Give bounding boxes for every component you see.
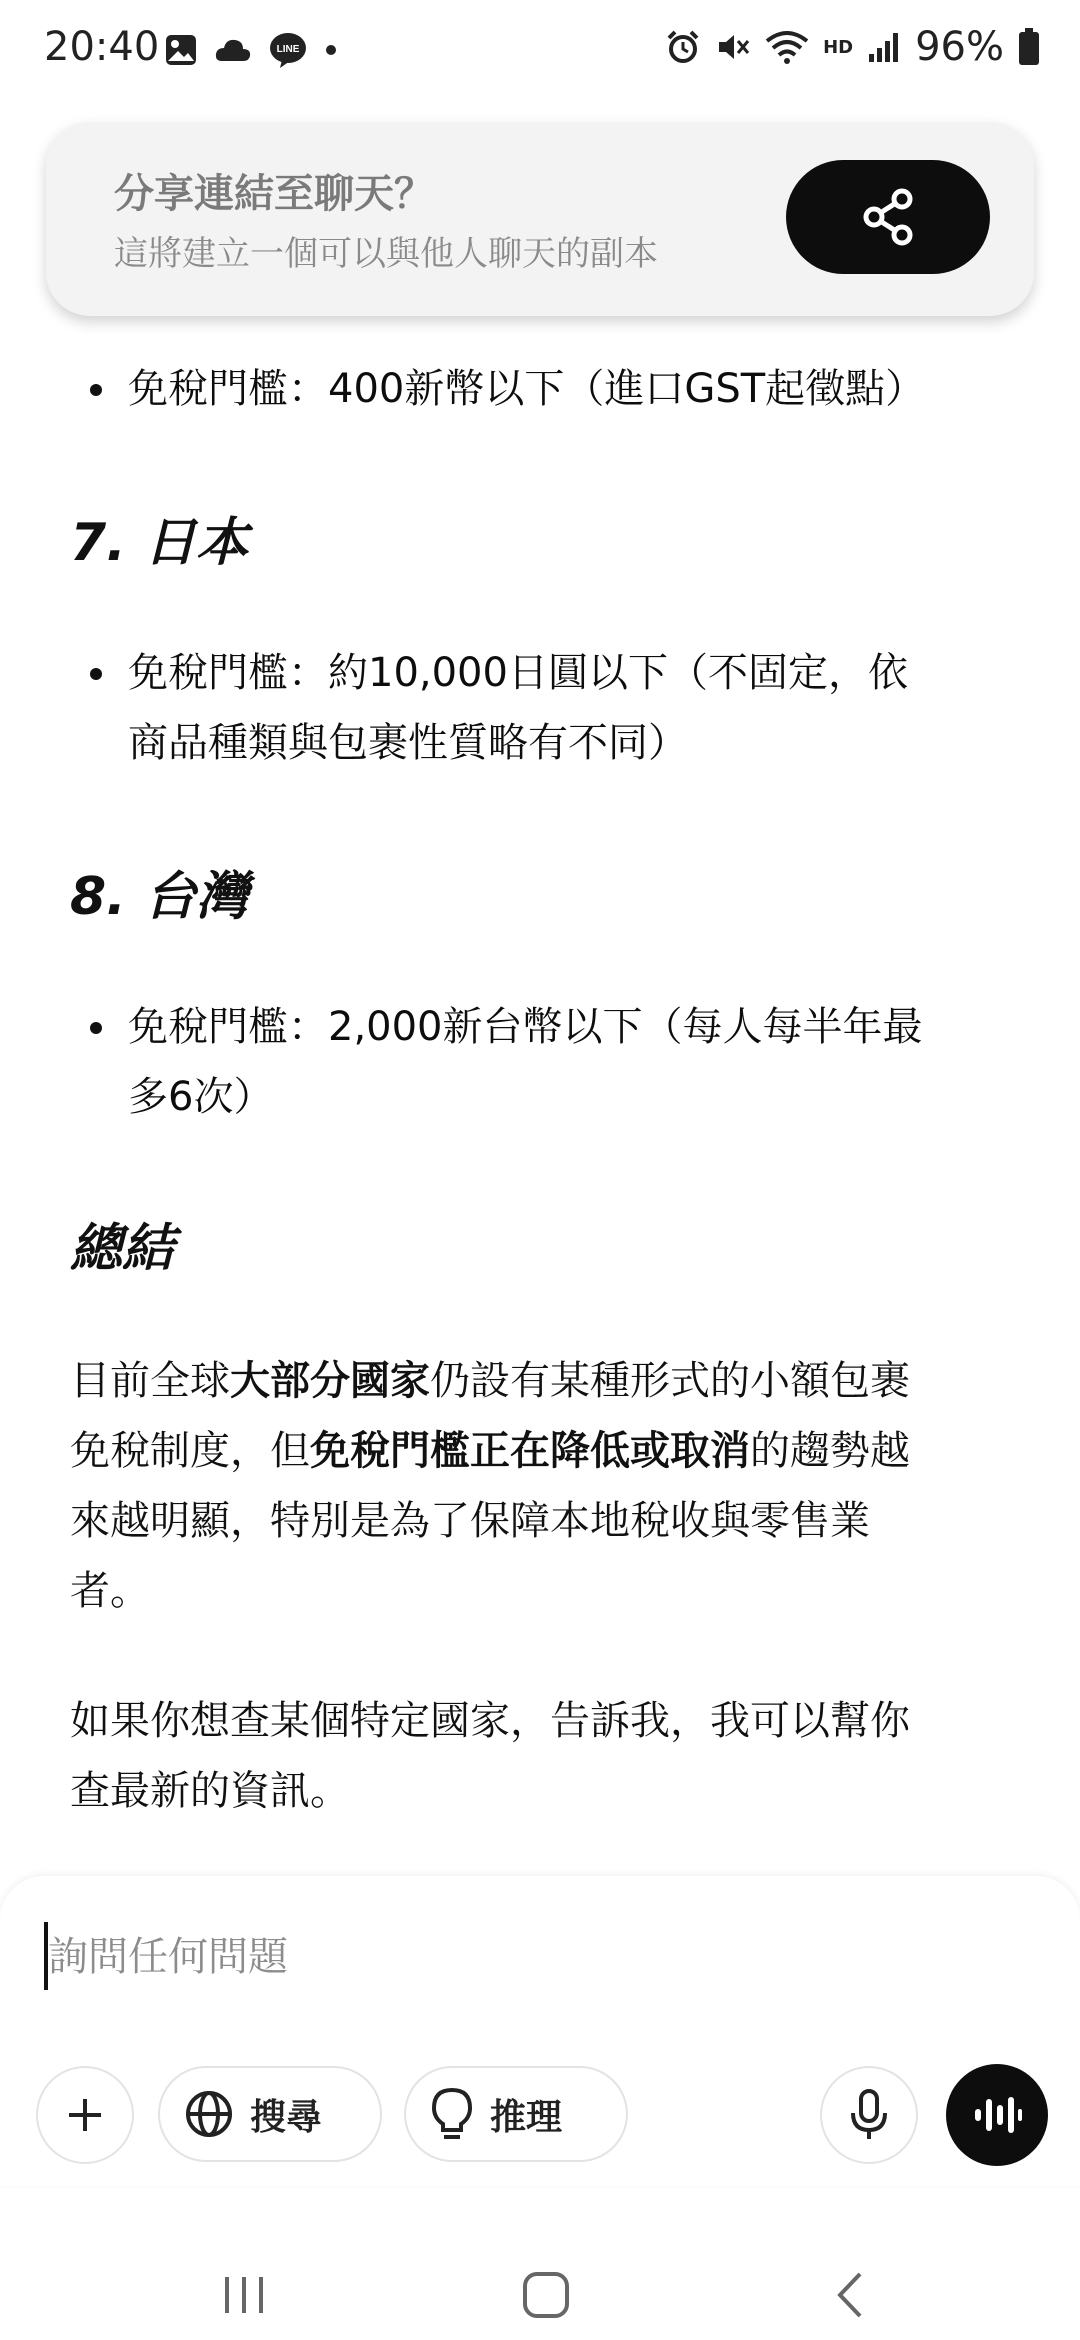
svg-text:LINE: LINE [276,44,300,55]
heading-japan: 7. 日本 [70,513,249,573]
home-button[interactable] [496,2260,596,2330]
wifi-icon [765,29,809,65]
search-button[interactable] [158,2066,382,2162]
battery-percent: 96% [915,24,1004,70]
bullet-text-line: 免稅門檻：約10,000日圓以下（不固定，依 [128,650,908,696]
share-link-banner [46,122,1034,316]
prompt-input[interactable] [46,1916,950,1998]
waveform-icon [971,2093,1023,2137]
share-icon [860,187,916,247]
recent-apps-icon [219,2273,269,2317]
home-icon [521,2270,571,2320]
share-subtitle: 這將建立一個可以與他人聊天的副本 [114,234,658,274]
bullet-text-line: 商品種類與包裹性質略有不同） [128,720,688,766]
search-label: 搜尋 [250,2096,323,2138]
reason-button[interactable] [404,2066,628,2162]
bullet-dot [90,384,102,396]
heading-taiwan: 8. 台灣 [70,867,249,927]
bullet-text-line: 多6次） [128,1074,274,1120]
share-button[interactable] [786,160,990,274]
closing-paragraph: 如果你想查某個特定國家，告訴我，我可以幫你 查最新的資訊。 [70,1698,910,1814]
heading-summary: 總結 [70,1219,175,1279]
back-button[interactable] [800,2260,900,2330]
lightbulb-icon [430,2087,474,2141]
voice-mode-button[interactable] [946,2064,1048,2166]
cloud-icon [214,35,252,65]
bullet-dot [90,1022,102,1034]
reason-label: 推理 [490,2096,563,2138]
bold-text: 免稅門檻正在降低或取消 [310,1428,750,1474]
add-button[interactable] [36,2066,134,2164]
status-time: 20:40 [44,24,160,70]
network-label: HD [823,36,854,58]
bold-text: 大部分國家 [230,1358,430,1404]
share-title: 分享連結至聊天？ [114,171,434,217]
signal-icon [867,30,901,64]
image-icon [164,33,198,67]
bullet-dot [90,668,102,680]
dictate-button[interactable] [820,2066,918,2164]
status-bar [0,0,1080,100]
bullet-text: 免稅門檻：400新幣以下（進口GST起徵點） [128,366,926,412]
bullet-text-line: 免稅門檻：2,000新台幣以下（每人每半年最 [128,1004,923,1050]
back-icon [830,2270,870,2320]
line-icon [268,30,308,70]
globe-icon [184,2089,234,2139]
summary-paragraph: 目前全球大部分國家仍設有某種形式的小額包裹 免稅制度，但免稅門檻正在降低或取消的趨勢越 來越明顯，特別是為了保障本地稅收與零售業 者。 [70,1358,910,1614]
dot-icon [324,43,338,57]
plus-icon [65,2095,105,2135]
recent-apps-button[interactable] [194,2260,294,2330]
mute-icon [715,29,751,65]
battery-icon [1018,28,1040,66]
system-nav-bar [0,2220,1080,2340]
alarm-icon [665,29,701,65]
microphone-icon [849,2088,889,2142]
